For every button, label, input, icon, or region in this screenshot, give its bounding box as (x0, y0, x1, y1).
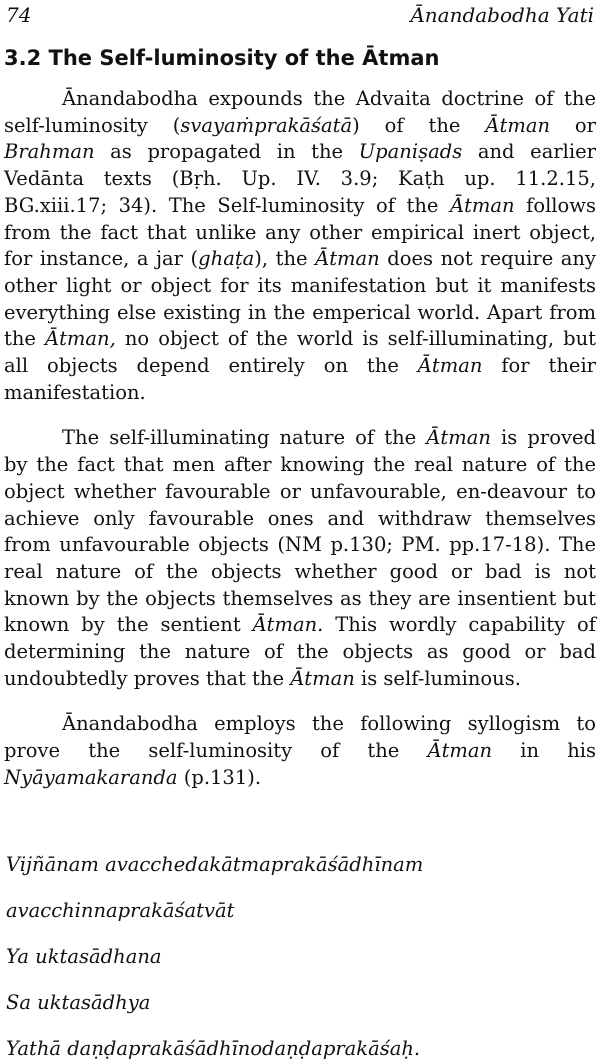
italic-term: Ātman. (252, 613, 324, 637)
italic-term: Ātman (427, 739, 493, 763)
italic-term: svayaṁprakāśatā (180, 113, 353, 137)
text-run: ) of the (352, 113, 486, 137)
text-run: The self-illuminating nature of the (62, 426, 427, 450)
text-run: as propagated in the (94, 140, 359, 164)
text-run: (p.131). (177, 765, 262, 789)
text-run: follows from the fact that unlike any other empirical inert object, for instance, a jar ( (4, 193, 596, 271)
text-run: no object of the world is self-illuminating, but all objects depend entirely on the (4, 327, 596, 378)
text-run: Ānandabodha employs the following syllogism to prove the self-luminosity of the (4, 712, 596, 763)
text-run: is proved by the fact that men after knowing the real nature of the object whether favourable or unfavourable, en-deavour to achieve only favourable ones and withdraw themselves from unfavourable objects (NM p.130; PM. pp.17-18). The real nature of the objects whether good or bad is not known by the objects themselves as they are insentient but known by the sentient (4, 426, 596, 637)
text-run: in his (492, 739, 596, 763)
italic-term: Ātman (485, 113, 550, 137)
italic-term: Nyāyamakaranda (4, 765, 178, 789)
italic-term: Ātman (417, 354, 483, 378)
italic-term: ghaṭa (198, 247, 255, 271)
paragraph-3 (4, 711, 596, 791)
paragraph-2 (4, 425, 596, 692)
italic-term: Brahman (4, 140, 95, 164)
paragraph-1 (4, 86, 596, 406)
running-title: Ānandabodha Yati (410, 3, 594, 27)
section-heading: 3.2 The Self-luminosity of the Ātman (4, 46, 440, 70)
italic-term: Upaniṣads (358, 140, 463, 164)
syllogism-line: Yathā daṇḍaprakāśādhīnodaṇḍaprakāśaḥ. (6, 1037, 421, 1060)
text-run: or (550, 113, 596, 137)
body-text (4, 86, 596, 792)
text-run: This wordly capability of determining the nature of the objects as good or bad undoubtedly proves that the (4, 613, 596, 690)
syllogism-list (4, 852, 596, 1062)
text-run: Ānandabodha expounds the Advaita doctrine of the self-luminosity ( (4, 87, 596, 137)
syllogism-line: Ya uktasādhana (6, 945, 162, 968)
italic-term: Ātman (426, 426, 491, 450)
syllogism-line: Vijñānam avacchedakātmaprakāśādhīnam (6, 853, 424, 876)
text-run: ), the (254, 247, 316, 271)
text-run: is self-luminous. (354, 666, 521, 690)
running-header (6, 2, 594, 28)
syllogism-line: Sa uktasādhya (6, 991, 151, 1014)
italic-term: Ātman, (45, 327, 116, 351)
text-run: and earlier Vedānta texts (Bṛh. Up. IV. 3.9; Kaṭh up. 11.2.15, BG.xiii.17; 34). The Self-luminosity of the (4, 140, 597, 217)
text-run: does not require any other light or object for its manifestation but it manifests everything else existing in the emperical world. Apart from the (4, 247, 596, 351)
syllogism-line: avacchinnaprakāśatvāt (6, 899, 235, 922)
italic-term: Ātman (315, 247, 380, 271)
page-number: 74 (6, 3, 32, 27)
italic-term: Ātman (450, 193, 515, 217)
text-run: for their manifestation. (4, 354, 596, 404)
italic-term: Ātman (290, 666, 355, 690)
